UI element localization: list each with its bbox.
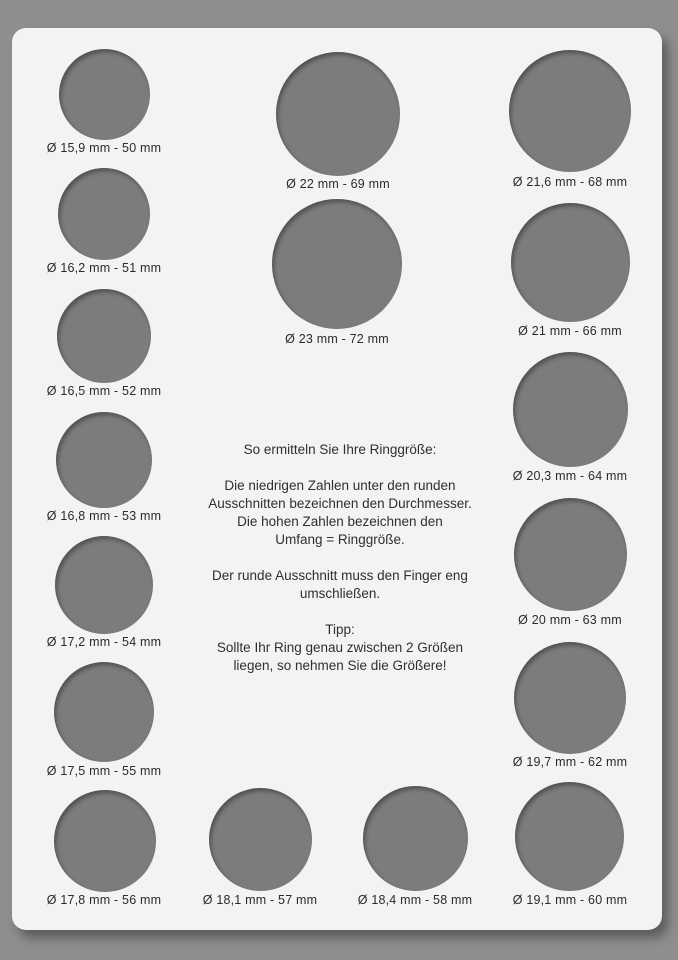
ring-hole-69: [276, 52, 400, 176]
ring-hole-66: [511, 203, 630, 322]
ring-hole-64: [513, 352, 628, 467]
tip-line: liegen, so nehmen Sie die Größere!: [233, 658, 447, 673]
ring-hole-53: [56, 412, 152, 508]
ring-hole-57: [209, 788, 312, 891]
ring-hole-56: [54, 790, 156, 892]
size-label-58: Ø 18,4 mm - 58 mm: [357, 893, 473, 907]
size-label-55: Ø 17,5 mm - 55 mm: [46, 764, 162, 778]
size-label-50: Ø 15,9 mm - 50 mm: [46, 141, 162, 155]
size-label-51: Ø 16,2 mm - 51 mm: [46, 261, 162, 275]
size-label-60: Ø 19,1 mm - 60 mm: [512, 893, 628, 907]
size-label-56: Ø 17,8 mm - 56 mm: [46, 893, 162, 907]
ring-hole-58: [363, 786, 468, 891]
size-label-62: Ø 19,7 mm - 62 mm: [512, 755, 628, 769]
tip-paragraph: [175, 621, 505, 675]
instructions-line: umschließen.: [299, 586, 381, 601]
size-label-66: Ø 21 mm - 66 mm: [518, 324, 622, 338]
ring-hole-68: [509, 50, 631, 172]
instructions-line: Die niedrigen Zahlen unter den runden: [224, 478, 456, 493]
tip-heading: Tipp:: [325, 622, 355, 637]
ring-hole-54: [55, 536, 153, 634]
size-label-53: Ø 16,8 mm - 53 mm: [46, 509, 162, 523]
ring-hole-62: [514, 642, 626, 754]
size-label-54: Ø 17,2 mm - 54 mm: [46, 635, 162, 649]
instructions-line: Umfang = Ringgröße.: [275, 532, 405, 547]
instructions-paragraph-2: [175, 567, 505, 603]
ring-hole-72: [272, 199, 402, 329]
size-label-57: Ø 18,1 mm - 57 mm: [202, 893, 318, 907]
ring-hole-60: [515, 782, 624, 891]
size-label-52: Ø 16,5 mm - 52 mm: [46, 384, 162, 398]
instructions-text: [175, 441, 505, 675]
size-label-63: Ø 20 mm - 63 mm: [518, 613, 622, 627]
instructions-title: So ermitteln Sie Ihre Ringgröße:: [243, 442, 437, 457]
size-label-69: Ø 22 mm - 69 mm: [286, 177, 390, 191]
size-label-68: Ø 21,6 mm - 68 mm: [512, 175, 628, 189]
ring-hole-63: [514, 498, 627, 611]
instructions-line: Die hohen Zahlen bezeichnen den: [237, 514, 443, 529]
instructions-paragraph-1: [175, 477, 505, 549]
ring-hole-55: [54, 662, 154, 762]
instructions-line: Ausschnitten bezeichnen den Durchmesser.: [208, 496, 472, 511]
ring-hole-51: [58, 168, 150, 260]
instructions-line: Der runde Ausschnitt muss den Finger eng: [212, 568, 468, 583]
ring-hole-50: [59, 49, 150, 140]
size-label-72: Ø 23 mm - 72 mm: [285, 332, 389, 346]
tip-line: Sollte Ihr Ring genau zwischen 2 Größen: [216, 640, 464, 655]
ring-hole-52: [57, 289, 151, 383]
size-label-64: Ø 20,3 mm - 64 mm: [512, 469, 628, 483]
